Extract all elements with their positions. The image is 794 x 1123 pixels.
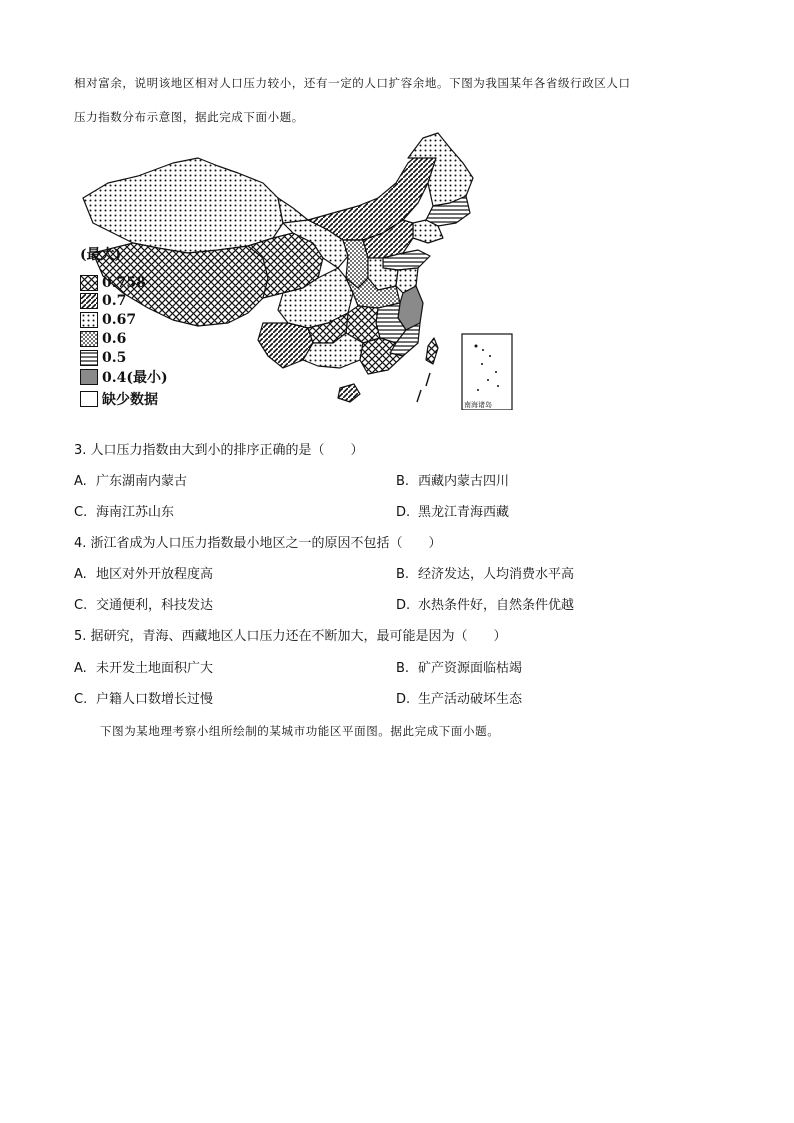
next-section-intro: 下图为某地理考察小组所绘制的某城市功能区平面图。据此完成下面小题。 xyxy=(100,724,500,738)
legend-swatch-dots xyxy=(80,312,98,328)
question-3-option-c[interactable]: C. 海南江苏山东 xyxy=(74,505,175,520)
question-5-stem: 5. 据研究，青海、西藏地区人口压力还在不断加大，最可能是因为（ ） xyxy=(74,629,507,644)
legend-swatch-blank xyxy=(80,391,98,407)
region-xinjiang xyxy=(83,158,283,253)
legend-swatch-solid-gray xyxy=(80,369,98,385)
question-5-option-d[interactable]: D. 生产活动破坏生态 xyxy=(396,692,523,707)
question-3-option-d[interactable]: D. 黑龙江青海西藏 xyxy=(396,505,510,520)
legend-swatch-dots-dense xyxy=(80,331,98,347)
legend-item: 0.4(最小) xyxy=(80,368,168,386)
legend-swatch-horizontal xyxy=(80,350,98,366)
legend-item: 0.7 xyxy=(80,292,126,310)
question-3-option-b[interactable]: B. 西藏内蒙古四川 xyxy=(396,474,510,489)
legend-item: 0.5 xyxy=(80,349,126,367)
legend-item: 缺少数据 xyxy=(80,390,158,408)
intro-line-2: 压力指数分布示意图，据此完成下面小题。 xyxy=(74,110,304,124)
legend-title: (最大) xyxy=(80,247,122,263)
question-4-stem: 4. 浙江省成为人口压力指数最小地区之一的原因不包括（ ） xyxy=(74,536,442,551)
question-5-option-c[interactable]: C. 户籍人口数增长过慢 xyxy=(74,692,214,707)
question-5-option-a[interactable]: A. 未开发土地面积广大 xyxy=(74,661,214,676)
intro-text xyxy=(74,66,724,134)
question-4-option-c[interactable]: C. 交通便利，科技发达 xyxy=(74,598,214,613)
question-3-stem: 3. 人口压力指数由大到小的排序正确的是（ ） xyxy=(74,443,364,458)
question-4-option-d[interactable]: D. 水热条件好，自然条件优越 xyxy=(396,598,575,613)
question-4-option-b[interactable]: B. 经济发达，人均消费水平高 xyxy=(396,567,575,582)
legend-item: 0.67 xyxy=(80,311,136,329)
question-4-option-a[interactable]: A. 地区对外开放程度高 xyxy=(74,567,214,582)
question-5-option-b[interactable]: B. 矿产资源面临枯竭 xyxy=(396,661,523,676)
legend-swatch-diagonal xyxy=(80,293,98,309)
legend-swatch-crosshatch xyxy=(80,275,98,291)
intro-line-1: 相对富余，说明该地区相对人口压力较小，还有一定的人口扩容余地。下图为我国某年各省级行政区人口 xyxy=(74,76,631,90)
question-3-option-a[interactable]: A. 广东湖南内蒙古 xyxy=(74,474,188,489)
inset-label: 南海诸岛 xyxy=(464,401,492,409)
legend-item: 0.6 xyxy=(80,330,126,348)
region-taiwan xyxy=(426,338,438,364)
south-china-sea-inset xyxy=(462,334,512,410)
legend-item: 0.758 xyxy=(80,274,146,292)
region-hainan xyxy=(338,384,360,402)
